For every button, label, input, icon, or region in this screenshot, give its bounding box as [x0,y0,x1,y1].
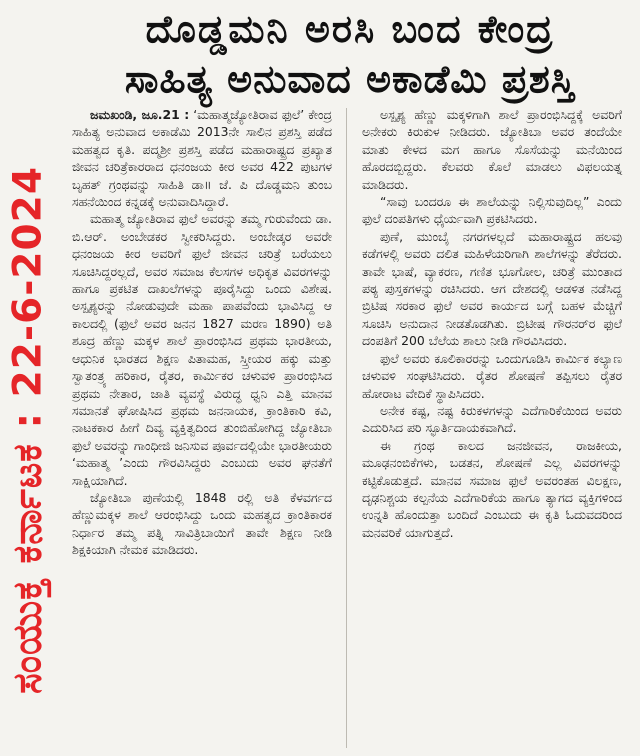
newspaper-name: ಸಂಯುಕ್ತ ಕರ್ನಾಟಕ [5,443,51,694]
article-paragraph: ಈ ಗ್ರಂಥ ಕಾಲದ ಜನಜೀವನ, ರಾಜಕೀಯ, ಮೂಢನಂಬಿಕೆಗಳು, ಬಡತನ, ಶೋಷಣೆ ಎಲ್ಲ ವಿವರಗಳನ್ನು ಕಟ್ಟಿಕೊಡುತ್ತದೆ. ಮಾನವ ಸಮಾಜ ಫುಲೆ ಅವರಂತಹ ವಿಲಕ್ಷಣ, ದೃಢನಿಶ್ಚಯ ಕಲ್ಪನೆಯ ಎದೆಗಾರಿಕೆಯ ಹಾಗೂ ತ್ಯಾಗದ ವ್ಯಕ್ತಿಗಳಿಂದ ಉನ್ನತಿ ಹೊಂದುತ್ತಾ ಬಂದಿದೆ ಎಂಬುದು ಈ ಕೃತಿ ಓದುವದರಿಂದ ಮನವರಿಕೆ ಯಾಗುತ್ತದೆ. [362,437,622,540]
dateline: ಜಮಖಂಡಿ, ಜೂ.21 : [90,107,190,122]
article-paragraph: ಪುಣೆ, ಮುಂಬೈ ನಗರಗಳಲ್ಲದೆ ಮಹಾರಾಷ್ಟ್ರದ ಹಲವು ಕಡೆಗಳಲ್ಲಿ ಅವರು ದಲಿತ ಮಹಿಳೆಯರಿಗಾಗಿ ಶಾಲೆಗಳನ್ನು ತೆರೆದರು. ತಾವೇ ಭಾಷೆ, ವ್ಯಾಕರಣ, ಗಣಿತ ಭೂಗೋಲ, ಚರಿತ್ರೆ ಮುಂತಾದ ಪಠ್ಯ ಪುಸ್ತಕಗಳನ್ನು ರಚಿಸಿದರು. ಆಗ ದೇಶದಲ್ಲಿ ಆಡಳಿತ ನಡೆಸಿದ್ದ ಬ್ರಿಟಿಷ ಸರಕಾರ ಫುಲೆ ಅವರ ಕಾರ್ಯದ ಬಗ್ಗೆ ಬಹಳ ಮೆಚ್ಚಿಗೆ ಸೂಚಿಸಿ ಅನುದಾನ ನೀಡತೊಡಗಿತು. ಬ್ರಿಟೀಷ ಗೌರನರ್‌ರ ಫುಲೆ ದಂಪತಿಗೆ 200 ಬೆಲೆಯ ಶಾಲು ನೀಡಿ ಗೌರವಿಸಿದರು. [362,228,622,349]
article-right-column [362,106,622,541]
article-paragraph: ಮಹಾತ್ಮ ಜ್ಯೋತಿರಾವ ಫುಲೆ ಅವರನ್ನು ತಮ್ಮ ಗುರುವೆಂದು ಡಾ. ಬಿ.ಆರ್. ಅಂಬೇಡಕರ ಸ್ವೀಕರಿಸಿದ್ದರು. ಅಂಬೇಡ್ಕರ ಅವರೇ ಧನಂಜಯ ಕೀರ ಅವರಿಗೆ ಫುಲೆ ಜೀವನ ಚರಿತ್ರೆ ಬರೆಯಲು ಸೂಚಿಸಿದ್ದರಲ್ಲದೆ, ಅವರ ಸಮಾಜ ಕೆಲಸಗಳ ಅಧಿಕೃತ ವಿವರಗಳನ್ನು ಹಾಗೂ ಪ್ರಕಟಿತ ದಾಖಲೆಗಳನ್ನು ಪೂರೈಸಿದ್ದು ಒಂದು ವಿಶೇಷ. ಅಸ್ಪೃಶ್ಯರನ್ನು ನೋಡುವುದೇ ಮಹಾ ಪಾಪವೆಂದು ಭಾವಿಸಿದ್ದ ಆ ಕಾಲದಲ್ಲಿ (ಫುಲೆ ಅವರ ಜನನ 1827 ಮರಣ 1890) ಅತಿ ಶೂದ್ರ ಹೆಣ್ಣು ಮಕ್ಕಳ ಶಾಲೆ ಪ್ರಾರಂಭಿಸಿದ ಪ್ರಥಮ ಭಾರತೀಯ, ಆಧುನಿಕ ಭಾರತದ ಶಿಕ್ಷಣ ಪಿತಾಮಹ, ಸ್ತ್ರೀಯರ ಹಕ್ಕು ಮತ್ತು ಸ್ವಾತಂತ್ರ್ಯ ಹರಿಕಾರ, ರೈತರ, ಕಾರ್ಮಿಕರ ಚಳುವಳಿ ಪ್ರಾರಂಭಿಸಿದ ಪ್ರಥಮ ನೇತಾರ, ಜಾತಿ ವ್ಯವಸ್ಥೆ ವಿರುದ್ಧ ಧ್ವನಿ ಎತ್ತಿ ಮಾನವ ಸಮಾನತೆ ಘೋಷಿಸಿದ ಪ್ರಥಮ ಜನನಾಯಕ, ಕ್ರಾಂತಿಕಾರಿ ಕವಿ, ನಾಟಕಕಾರ ಹೀಗೆ ದಿವ್ಯ ವ್ಯಕ್ತಿತ್ವದಿಂದ ತುಂಬಿಹೋಗಿದ್ದ ಜ್ಯೋತಿಬಾ ಫುಲೆ ಅವರನ್ನು ಗಾಂಧೀಜಿ ಜನಿಸುವ ಪೂರ್ವದಲ್ಲಿಯೇ ಭಾರತೀಯರು ‘ಮಹಾತ್ಮ ’ಎಂದು ಗೌರವಿಸಿದ್ದರು ಎಂಬುದು ಅವರ ಘನತೆಗೆ ಸಾಕ್ಷಿಯಾಗಿದೆ. [72,211,332,488]
article-paragraph: ಅನೇಕ ಕಷ್ಟ, ನಷ್ಟ ಕಿರುಕಳಗಳನ್ನು ಎದೆಗಾರಿಕೆಯಿಂದ ಅವರು ಎದುರಿಸಿದ ಪರಿ ಸ್ಫೂರ್ತಿದಾಯಕವಾಗಿದೆ. [362,402,622,436]
article-paragraph: ಫುಲೆ ಅವರು ಕೂಲಿಕಾರರನ್ನು ಒಂದುಗೂಡಿಸಿ ಕಾರ್ಮಿಕ ಕಲ್ಯಾಣ ಚಳುವಳಿ ಸಂಘಟಿಸಿದರು. ರೈತರ ಶೋಷಣೆ ತಪ್ಪಿಸಲು ರೈತರ ಹೋರಾಟ ವೇದಿಕೆ ಸ್ಥಾಪಿಸಿದರು. [362,350,622,401]
newspaper-side-banner [4,110,52,750]
article-paragraph: “ಸಾವು ಬಂದರೂ ಈ ಶಾಲೆಯನ್ನು ನಿಲ್ಲಿಸುವುದಿಲ್ಲ” ಎಂದು ಫುಲೆ ದಂಪತಿಗಳು ಧೈರ್ಯವಾಗಿ ಪ್ರಕಟಿಸಿದರು. [362,194,622,227]
article-paragraph: ಜ್ಯೋತಿಬಾ ಪುಣೆಯಲ್ಲಿ 1848 ರಲ್ಲಿ ಅತಿ ಕೆಳವರ್ಗದ ಹೆಣ್ಣುಮಕ್ಕಳ ಶಾಲೆ ಆರಂಭಿಸಿದ್ದು ಒಂದು ಮಹತ್ವದ ಕ್ರಾಂತಿಕಾರಕ ನಿರ್ಧಾರ ತಮ್ಮ ಪತ್ನಿ ಸಾವಿತ್ರಿಬಾಯಿಗೆ ತಾವೇ ಶಿಕ್ಷಣ ನೀಡಿ ಶಿಕ್ಷಕಿಯಾಗಿ ನೇಮಕ ಮಾಡಿದರು. [72,489,332,558]
masthead-text: ಸಂಯುಕ್ತ ಕರ್ನಾಟಕ : 22-6-2024 [5,166,51,694]
article-paragraph: ಅಸ್ಪೃಶ್ಯ ಹೆಣ್ಣು ಮಕ್ಕಳಿಗಾಗಿ ಶಾಲೆ ಪ್ರಾರಂಭಿಸಿದ್ದಕ್ಕೆ ಅವರಿಗೆ ಅನೇಕರು ಕಿರುಕುಳ ನೀಡಿದರು. ಜ್ಯೋತಿಬಾ ಅವರ ತಂದೆಯೇ ಮಾತು ಕೇಳದ ಮಗ ಹಾಗೂ ಸೊಸೆಯನ್ನು ಮನೆಯಿಂದ ಹೊರದಬ್ಬಿದ್ದರು. ಕೆಲವರು ಕೊಲೆ ಮಾಡಲು ವಿಫಲಯತ್ನ ಮಾಡಿದರು. [362,107,622,192]
headline-line-1: ದೊಡ್ಡಮನಿ ಅರಸಿ ಬಂದ ಕೇಂದ್ರ [145,7,555,51]
article-paragraph [72,106,332,210]
publication-date: 22-6-2024 [5,166,51,398]
paragraph-text: ‘ಮಹಾತ್ಮಜ್ಯೋತಿರಾವ ಫುಲೆ’ ಕೇಂದ್ರ ಸಾಹಿತ್ಯ ಅನುವಾದ ಅಕಾಡೆಮಿ 2013ನೇ ಸಾಲಿನ ಪ್ರಶಸ್ತಿ ಪಡೆದ ಮಹತ್ವದ ಕೃತಿ. ಪದ್ಮಶ್ರೀ ಪ್ರಶಸ್ತಿ ಪಡೆದ ಮಹಾರಾಷ್ಟ್ರದ ಪ್ರಖ್ಯಾತ ಜೀವನ ಚರಿತ್ರೆಕಾರರಾದ ಧನಂಜಯ ಕೀರ ಅವರ 422 ಪುಟಗಳ ಬೃಹತ್ ಗ್ರಂಥವನ್ನು ಸಾಹಿತಿ ಡಾ॥ ಜೆ. ಪಿ ದೊಡ್ಡಮನಿ ತುಂಬ ಸಹನೆಯಿಂದ ಕನ್ನಡಕ್ಕೆ ಅನುವಾದಿಸಿದ್ದಾರೆ. [72,107,332,210]
column-divider [346,108,347,748]
headline [64,4,636,104]
headline-line-2: ಸಾಹಿತ್ಯ ಅನುವಾದ ಅಕಾಡೆಮಿ ಪ್ರಶಸ್ತಿ [124,57,576,101]
article-left-column [72,106,332,559]
